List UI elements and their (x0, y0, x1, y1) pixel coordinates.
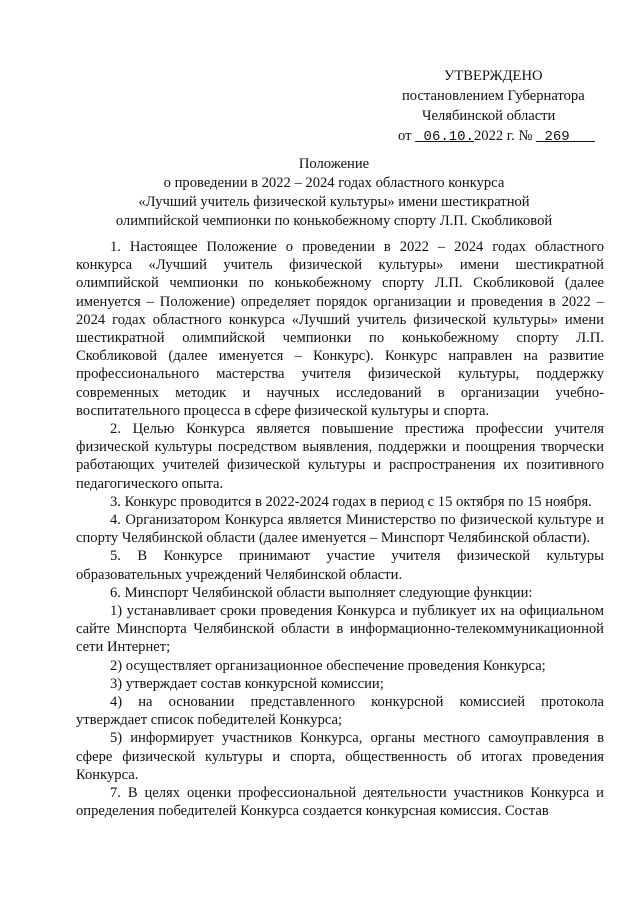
list-item-3: 3) утверждает состав конкурсной комиссии; (110, 675, 384, 692)
approval-line-region: Челябинской области (422, 108, 556, 124)
paragraph-4: 4. Организатором Конкурса является Министерство по физической культуре и спорту Челябинской области (далее именуется – Минспорт Челябинской области). (76, 512, 604, 547)
paragraph-5: 5. В Конкурсе принимают участие учителя физической культуры образовательных учреждений Челябинской области. (76, 548, 604, 583)
list-item-2: 2) осуществляет организационное обеспечение проведения Конкурса; (110, 657, 546, 674)
approval-year: 2022 г. № (473, 128, 533, 144)
list-item-1: 1) устанавливает сроки проведения Конкурса и публикует их на официальном сайте Минспорта Челябинской области в информационно-телекоммуникационной сети Интернет; (76, 603, 604, 656)
document-body (76, 238, 604, 821)
approval-number: 269 (544, 129, 570, 145)
approval-title: УТВЕРЖДЕНО (444, 68, 543, 84)
paragraph-7: 7. В целях оценки профессиональной деятельности участников Конкурса и определения победителей Конкурса создается конкурсная комиссия. Состав (76, 785, 604, 820)
approval-date: 06.10. (423, 129, 474, 145)
title-line: «Лучший учитель физической культуры» имени шестикратной (138, 194, 530, 210)
approval-stamp (398, 66, 608, 147)
approval-date-line (398, 126, 608, 147)
paragraph-1: 1. Настоящее Положение о проведении в 2022 – 2024 годах областного конкурса «Лучший учитель физической культуры» имени шестикратной олимпийской чемпионки по конькобежному спорту Л.П. Скобликовой (далее именуется – Положение) определяет порядок организации и проведения в 2022 – 2024 годах областного конкурса «Лучший учитель физической культуры» имени шестикратной олимпийской чемпионки по конькобежному спорту Л.П. Скобликовой (далее именуется – Конкурс). Конкурс направлен на развитие профессионального мастерства учителя физической культуры, поддержку современных методик и научных исследований в организации учебно-воспитательного процесса в сфере физической культуры и спорта. (76, 239, 604, 419)
list-item-4: 4) на основании представленного конкурсной комиссией протокола утверждает список победителей Конкурса; (76, 694, 604, 729)
paragraph-2: 2. Целью Конкурса является повышение престижа профессии учителя физической культуры посредством выявления, поддержки и поощрения творчески работающих учителей физической культуры и распространения их позитивного педагогического опыта. (76, 421, 604, 492)
title-line: олимпийской чемпионки по конькобежному спорту Л.П. Скобликовой (115, 213, 553, 229)
paragraph-3: 3. Конкурс проводится в 2022-2024 годах в период с 15 октября по 15 ноября. (110, 493, 592, 510)
title-line: о проведении в 2022 – 2024 годах областного конкурса (163, 175, 505, 191)
title-line: Положение (298, 156, 370, 172)
list-item-5: 5) информирует участников Конкурса, органы местного самоуправления в сфере физической культуры и спорта, общественность об итогах проведения Конкурса. (76, 730, 604, 783)
document-title (90, 155, 578, 231)
approval-line-decree: постановлением Губернатора (402, 88, 585, 104)
paragraph-6: 6. Минспорт Челябинской области выполняет следующие функции: (110, 584, 533, 601)
approval-prefix: от (398, 128, 412, 144)
